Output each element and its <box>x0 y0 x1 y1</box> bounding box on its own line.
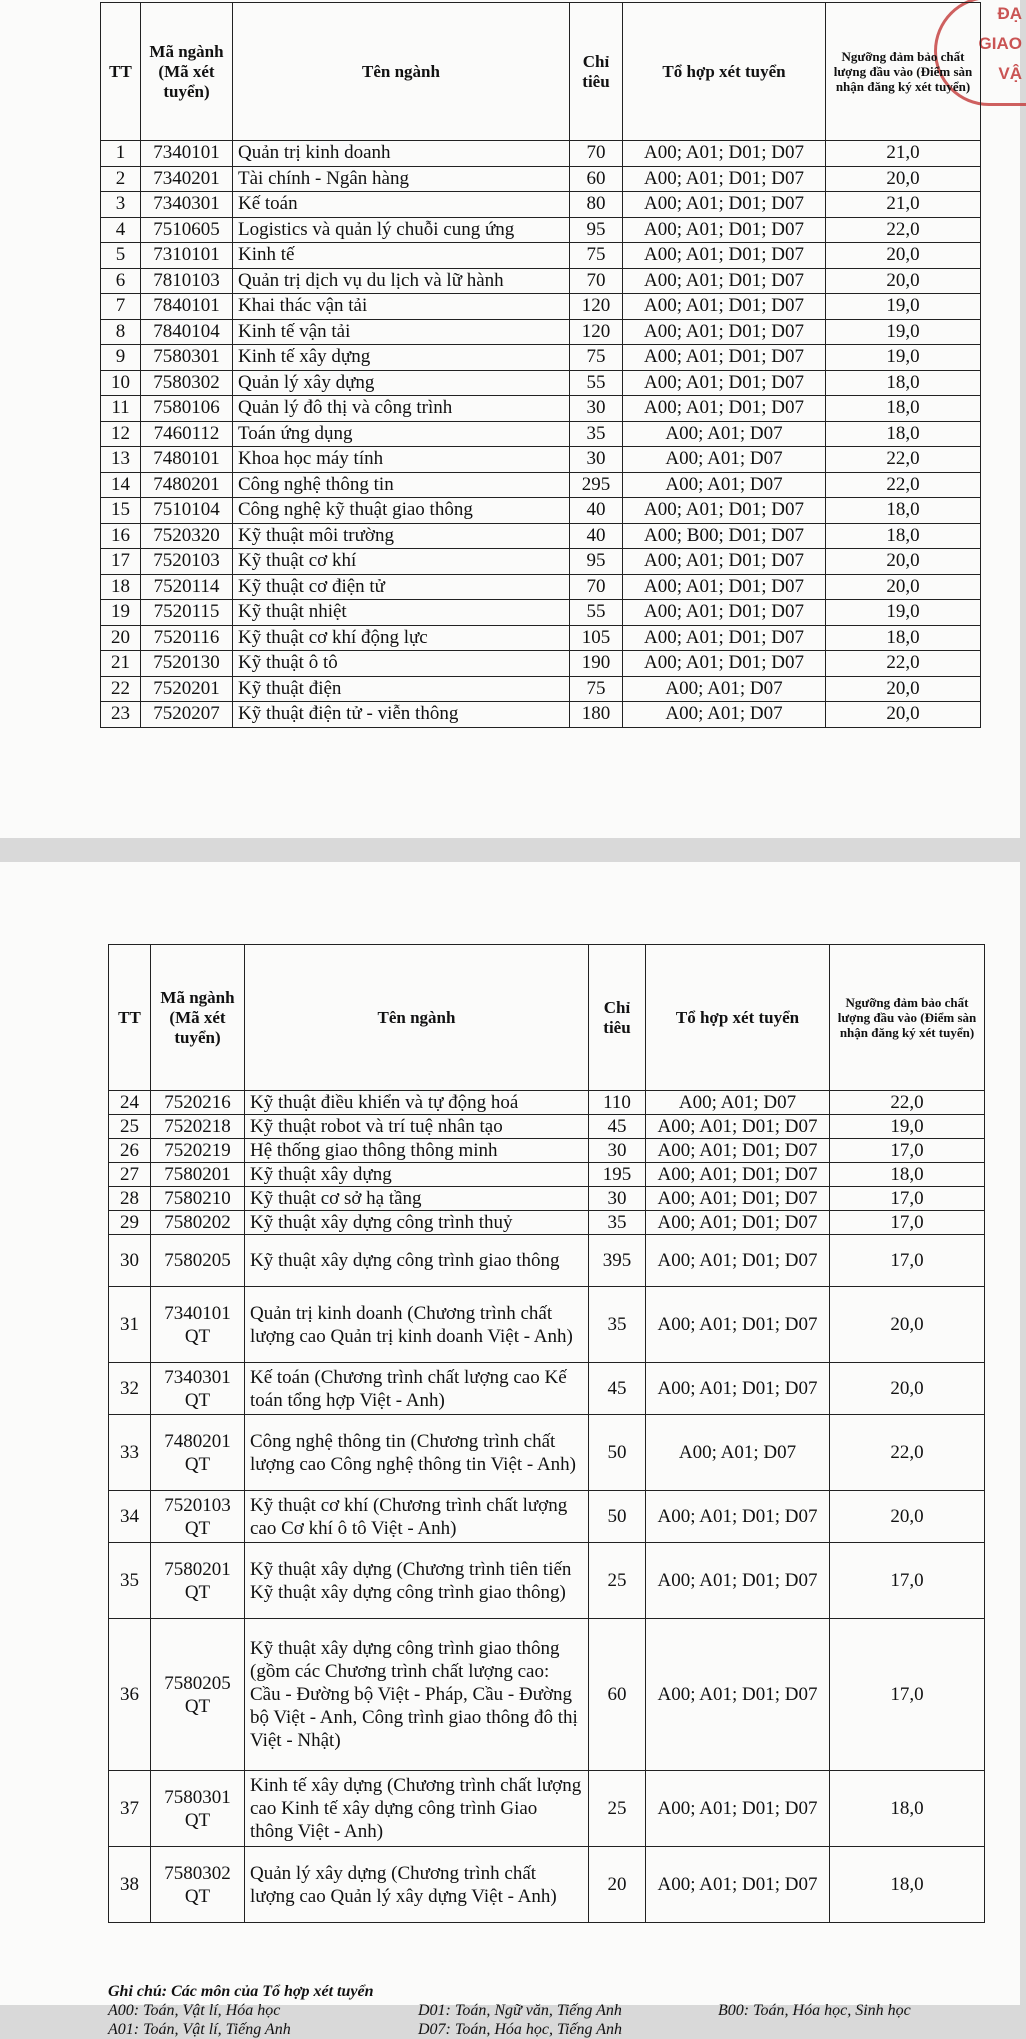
header-combo: Tổ hợp xét tuyển <box>623 3 826 141</box>
quota-cell: 70 <box>570 268 623 294</box>
threshold-score-cell: 21,0 <box>826 141 981 167</box>
major-name-cell: Quản trị dịch vụ du lịch và lữ hành <box>233 268 570 294</box>
threshold-score-cell: 22,0 <box>826 217 981 243</box>
major-name-cell: Quản lý đô thị và công trình <box>233 396 570 422</box>
quota-cell: 30 <box>589 1139 646 1163</box>
row-number-cell: 1 <box>101 141 141 167</box>
threshold-score-cell: 18,0 <box>826 370 981 396</box>
table-row <box>109 1211 985 1235</box>
subject-combination-cell: A00; A01; D01; D07 <box>623 319 826 345</box>
threshold-score-cell: 22,0 <box>830 1415 985 1491</box>
table-row <box>109 1363 985 1415</box>
row-number-cell: 32 <box>109 1363 151 1415</box>
row-number-cell: 14 <box>101 472 141 498</box>
major-name-cell: Kỹ thuật ô tô <box>233 651 570 677</box>
subject-combination-cell: A00; A01; D07 <box>646 1091 830 1115</box>
subject-combination-cell: A00; A01; D01; D07 <box>623 625 826 651</box>
threshold-score-cell: 22,0 <box>826 447 981 473</box>
row-number-cell: 22 <box>101 676 141 702</box>
quota-cell: 80 <box>570 192 623 218</box>
major-code-cell: 7340101 <box>141 141 233 167</box>
quota-cell: 60 <box>570 166 623 192</box>
quota-cell: 30 <box>570 396 623 422</box>
quota-cell: 45 <box>589 1363 646 1415</box>
threshold-score-cell: 18,0 <box>826 498 981 524</box>
major-code-cell: 7340201 <box>141 166 233 192</box>
quota-cell: 55 <box>570 370 623 396</box>
table-row <box>101 523 981 549</box>
major-code-cell: 7580201 QT <box>151 1543 245 1619</box>
subject-combination-cell: A00; A01; D01; D07 <box>623 243 826 269</box>
subject-combination-cell: A00; A01; D01; D07 <box>623 166 826 192</box>
subject-combination-cell: A00; A01; D01; D07 <box>646 1211 830 1235</box>
row-number-cell: 24 <box>109 1091 151 1115</box>
threshold-score-cell: 18,0 <box>826 396 981 422</box>
header-code: Mã ngành (Mã xét tuyển) <box>141 3 233 141</box>
quota-cell: 50 <box>589 1415 646 1491</box>
quota-cell: 75 <box>570 243 623 269</box>
major-code-cell: 7580205 QT <box>151 1619 245 1771</box>
subject-combination-cell: A00; A01; D07 <box>623 447 826 473</box>
major-code-cell: 7510605 <box>141 217 233 243</box>
major-code-cell: 7520207 <box>141 702 233 728</box>
major-code-cell: 7520103 <box>141 549 233 575</box>
subject-combination-cell: A00; A01; D01; D07 <box>623 294 826 320</box>
row-number-cell: 8 <box>101 319 141 345</box>
stamp-text: VẬ <box>998 64 1022 83</box>
major-name-cell: Công nghệ thông tin (Chương trình chất lượng cao Công nghệ thông tin Việt - Anh) <box>245 1415 589 1491</box>
quota-cell: 20 <box>589 1847 646 1923</box>
threshold-score-cell: 18,0 <box>830 1771 985 1847</box>
major-code-cell: 7520103 QT <box>151 1491 245 1543</box>
major-code-cell: 7480101 <box>141 447 233 473</box>
major-code-cell: 7520216 <box>151 1091 245 1115</box>
major-code-cell: 7520201 <box>141 676 233 702</box>
quota-cell: 25 <box>589 1543 646 1619</box>
threshold-score-cell: 20,0 <box>826 166 981 192</box>
row-number-cell: 5 <box>101 243 141 269</box>
table-row <box>109 1491 985 1543</box>
row-number-cell: 16 <box>101 523 141 549</box>
major-name-cell: Kỹ thuật xây dựng công trình giao thông <box>245 1235 589 1287</box>
major-code-cell: 7340101 QT <box>151 1287 245 1363</box>
major-code-cell: 7580106 <box>141 396 233 422</box>
threshold-score-cell: 21,0 <box>826 192 981 218</box>
table-row <box>101 141 981 167</box>
major-code-cell: 7580302 QT <box>151 1847 245 1923</box>
header-code: Mã ngành (Mã xét tuyển) <box>151 945 245 1091</box>
table-row <box>109 1139 985 1163</box>
subject-combination-cell: A00; A01; D01; D07 <box>646 1115 830 1139</box>
major-code-cell: 7580205 <box>151 1235 245 1287</box>
threshold-score-cell: 20,0 <box>826 574 981 600</box>
notes-section <box>108 1982 1008 2039</box>
subject-combination-cell: A00; A01; D01; D07 <box>646 1163 830 1187</box>
subject-combination-cell: A00; A01; D07 <box>646 1415 830 1491</box>
row-number-cell: 23 <box>101 702 141 728</box>
table-row <box>109 1163 985 1187</box>
quota-cell: 195 <box>589 1163 646 1187</box>
table-row <box>109 1415 985 1491</box>
major-name-cell: Công nghệ kỹ thuật giao thông <box>233 498 570 524</box>
table-row <box>101 166 981 192</box>
major-code-cell: 7580302 <box>141 370 233 396</box>
major-name-cell: Kỹ thuật nhiệt <box>233 600 570 626</box>
stamp-text: ĐẠ <box>997 4 1022 23</box>
quota-cell: 30 <box>589 1187 646 1211</box>
quota-cell: 45 <box>589 1115 646 1139</box>
threshold-score-cell: 20,0 <box>830 1287 985 1363</box>
quota-cell: 95 <box>570 549 623 575</box>
subject-combination-cell: A00; A01; D01; D07 <box>646 1139 830 1163</box>
subject-combination-cell: A00; A01; D07 <box>623 472 826 498</box>
threshold-score-cell: 18,0 <box>830 1847 985 1923</box>
major-name-cell: Kinh tế vận tải <box>233 319 570 345</box>
quota-cell: 75 <box>570 345 623 371</box>
row-number-cell: 9 <box>101 345 141 371</box>
subject-combination-cell: A00; A01; D01; D07 <box>623 268 826 294</box>
major-code-cell: 7460112 <box>141 421 233 447</box>
row-number-cell: 7 <box>101 294 141 320</box>
major-name-cell: Kỹ thuật cơ điện tử <box>233 574 570 600</box>
header-quota: Chỉ tiêu <box>570 3 623 141</box>
threshold-score-cell: 17,0 <box>830 1543 985 1619</box>
subject-combination-cell: A00; A01; D07 <box>623 702 826 728</box>
table-row <box>101 243 981 269</box>
major-name-cell: Kỹ thuật xây dựng công trình thuỷ <box>245 1211 589 1235</box>
major-name-cell: Kinh tế xây dựng (Chương trình chất lượng cao Kinh tế xây dựng công trình Giao thông Việt - Anh) <box>245 1771 589 1847</box>
notes-title: Ghi chú: Các môn của Tổ hợp xét tuyển <box>108 1983 374 2000</box>
subject-combination-cell: A00; A01; D01; D07 <box>646 1287 830 1363</box>
table-row <box>109 1187 985 1211</box>
subject-combination-cell: A00; A01; D01; D07 <box>623 192 826 218</box>
major-code-cell: 7840104 <box>141 319 233 345</box>
subject-combination-cell: A00; A01; D01; D07 <box>623 370 826 396</box>
stamp-text: GIAO <box>978 34 1022 53</box>
threshold-score-cell: 20,0 <box>826 243 981 269</box>
table-row <box>101 625 981 651</box>
quota-cell: 35 <box>589 1287 646 1363</box>
major-code-cell: 7340301 QT <box>151 1363 245 1415</box>
subject-combination-cell: A00; A01; D01; D07 <box>623 141 826 167</box>
major-name-cell: Kỹ thuật xây dựng <box>245 1163 589 1187</box>
table-row <box>109 1543 985 1619</box>
table-row <box>101 574 981 600</box>
row-number-cell: 35 <box>109 1543 151 1619</box>
note-d01: D01: Toán, Ngữ văn, Tiếng Anh <box>418 2002 622 2019</box>
table-row <box>101 498 981 524</box>
row-number-cell: 21 <box>101 651 141 677</box>
table-row <box>109 1115 985 1139</box>
major-code-cell: 7310101 <box>141 243 233 269</box>
threshold-score-cell: 19,0 <box>826 294 981 320</box>
threshold-score-cell: 17,0 <box>830 1619 985 1771</box>
table-row <box>101 676 981 702</box>
row-number-cell: 2 <box>101 166 141 192</box>
major-code-cell: 7520130 <box>141 651 233 677</box>
table-row <box>101 421 981 447</box>
threshold-score-cell: 20,0 <box>830 1491 985 1543</box>
row-number-cell: 27 <box>109 1163 151 1187</box>
major-name-cell: Khai thác vận tải <box>233 294 570 320</box>
header-tt: TT <box>101 3 141 141</box>
major-code-cell: 7840101 <box>141 294 233 320</box>
quota-cell: 40 <box>570 523 623 549</box>
quota-cell: 60 <box>589 1619 646 1771</box>
threshold-score-cell: 19,0 <box>826 600 981 626</box>
quota-cell: 70 <box>570 574 623 600</box>
admission-table-1 <box>100 2 981 728</box>
table-row <box>109 1847 985 1923</box>
subject-combination-cell: A00; A01; D01; D07 <box>646 1235 830 1287</box>
major-name-cell: Kỹ thuật điều khiển và tự động hoá <box>245 1091 589 1115</box>
table-row <box>101 294 981 320</box>
table-row <box>101 217 981 243</box>
subject-combination-cell: A00; A01; D01; D07 <box>623 651 826 677</box>
note-d07: D07: Toán, Hóa học, Tiếng Anh <box>418 2021 623 2038</box>
subject-combination-cell: A00; A01; D01; D07 <box>623 217 826 243</box>
subject-combination-cell: A00; A01; D01; D07 <box>646 1543 830 1619</box>
threshold-score-cell: 17,0 <box>830 1235 985 1287</box>
row-number-cell: 3 <box>101 192 141 218</box>
header-name: Tên ngành <box>233 3 570 141</box>
major-name-cell: Quản trị kinh doanh (Chương trình chất lượng cao Quản trị kinh doanh Việt - Anh) <box>245 1287 589 1363</box>
document-page-2 <box>0 862 1020 2038</box>
document-page-1 <box>0 0 1020 838</box>
table-row <box>101 345 981 371</box>
threshold-score-cell: 22,0 <box>826 472 981 498</box>
quota-cell: 395 <box>589 1235 646 1287</box>
header-name: Tên ngành <box>245 945 589 1091</box>
quota-cell: 25 <box>589 1771 646 1847</box>
threshold-score-cell: 18,0 <box>830 1163 985 1187</box>
major-name-cell: Kỹ thuật cơ sở hạ tầng <box>245 1187 589 1211</box>
table-row <box>109 1091 985 1115</box>
table-row <box>109 1235 985 1287</box>
threshold-score-cell: 20,0 <box>826 549 981 575</box>
table-row <box>101 370 981 396</box>
major-code-cell: 7520218 <box>151 1115 245 1139</box>
subject-combination-cell: A00; A01; D01; D07 <box>646 1847 830 1923</box>
row-number-cell: 4 <box>101 217 141 243</box>
row-number-cell: 30 <box>109 1235 151 1287</box>
row-number-cell: 11 <box>101 396 141 422</box>
threshold-score-cell: 20,0 <box>830 1363 985 1415</box>
major-name-cell: Kỹ thuật môi trường <box>233 523 570 549</box>
threshold-score-cell: 17,0 <box>830 1187 985 1211</box>
threshold-score-cell: 18,0 <box>826 421 981 447</box>
major-name-cell: Tài chính - Ngân hàng <box>233 166 570 192</box>
subject-combination-cell: A00; A01; D01; D07 <box>646 1619 830 1771</box>
major-code-cell: 7580210 <box>151 1187 245 1211</box>
threshold-score-cell: 22,0 <box>830 1091 985 1115</box>
row-number-cell: 15 <box>101 498 141 524</box>
major-code-cell: 7510104 <box>141 498 233 524</box>
major-name-cell: Hệ thống giao thông thông minh <box>245 1139 589 1163</box>
subject-combination-cell: A00; A01; D01; D07 <box>646 1187 830 1211</box>
major-name-cell: Quản lý xây dựng (Chương trình chất lượng cao Quản lý xây dựng Việt - Anh) <box>245 1847 589 1923</box>
threshold-score-cell: 17,0 <box>830 1139 985 1163</box>
major-name-cell: Kỹ thuật xây dựng công trình giao thông (gồm các Chương trình chất lượng cao: Cầu - Đường bộ Việt - Pháp, Cầu - Đường bộ Việt - Anh, Công trình giao thông đô thị Việt - Nhật) <box>245 1619 589 1771</box>
row-number-cell: 29 <box>109 1211 151 1235</box>
major-code-cell: 7520116 <box>141 625 233 651</box>
quota-cell: 110 <box>589 1091 646 1115</box>
table-row <box>101 319 981 345</box>
major-name-cell: Kinh tế xây dựng <box>233 345 570 371</box>
row-number-cell: 20 <box>101 625 141 651</box>
major-name-cell: Kỹ thuật điện <box>233 676 570 702</box>
threshold-score-cell: 17,0 <box>830 1211 985 1235</box>
subject-combination-cell: A00; A01; D07 <box>623 421 826 447</box>
subject-combination-cell: A00; A01; D01; D07 <box>623 600 826 626</box>
major-code-cell: 7340301 <box>141 192 233 218</box>
major-code-cell: 7580202 <box>151 1211 245 1235</box>
row-number-cell: 26 <box>109 1139 151 1163</box>
threshold-score-cell: 20,0 <box>826 268 981 294</box>
quota-cell: 75 <box>570 676 623 702</box>
subject-combination-cell: A00; A01; D07 <box>623 676 826 702</box>
major-name-cell: Kế toán <box>233 192 570 218</box>
major-code-cell: 7520115 <box>141 600 233 626</box>
table-row <box>101 549 981 575</box>
quota-cell: 35 <box>589 1211 646 1235</box>
major-name-cell: Kỹ thuật cơ khí động lực <box>233 625 570 651</box>
table-row <box>109 1771 985 1847</box>
major-name-cell: Công nghệ thông tin <box>233 472 570 498</box>
subject-combination-cell: A00; A01; D01; D07 <box>646 1491 830 1543</box>
subject-combination-cell: A00; B00; D01; D07 <box>623 523 826 549</box>
row-number-cell: 38 <box>109 1847 151 1923</box>
subject-combination-cell: A00; A01; D01; D07 <box>646 1363 830 1415</box>
subject-combination-cell: A00; A01; D01; D07 <box>623 498 826 524</box>
threshold-score-cell: 20,0 <box>826 676 981 702</box>
row-number-cell: 31 <box>109 1287 151 1363</box>
threshold-score-cell: 20,0 <box>826 702 981 728</box>
major-name-cell: Kỹ thuật robot và trí tuệ nhân tạo <box>245 1115 589 1139</box>
major-name-cell: Quản lý xây dựng <box>233 370 570 396</box>
major-code-cell: 7580201 <box>151 1163 245 1187</box>
row-number-cell: 37 <box>109 1771 151 1847</box>
subject-combination-cell: A00; A01; D01; D07 <box>623 574 826 600</box>
major-name-cell: Kỹ thuật điện tử - viễn thông <box>233 702 570 728</box>
row-number-cell: 25 <box>109 1115 151 1139</box>
quota-cell: 105 <box>570 625 623 651</box>
subject-combination-cell: A00; A01; D01; D07 <box>646 1771 830 1847</box>
header-tt: TT <box>109 945 151 1091</box>
quota-cell: 180 <box>570 702 623 728</box>
row-number-cell: 34 <box>109 1491 151 1543</box>
table-row <box>101 651 981 677</box>
row-number-cell: 18 <box>101 574 141 600</box>
subject-combination-cell: A00; A01; D01; D07 <box>623 549 826 575</box>
table-row <box>101 447 981 473</box>
threshold-score-cell: 18,0 <box>826 625 981 651</box>
major-code-cell: 7520320 <box>141 523 233 549</box>
table-row <box>101 472 981 498</box>
major-name-cell: Logistics và quản lý chuỗi cung ứng <box>233 217 570 243</box>
major-name-cell: Toán ứng dụng <box>233 421 570 447</box>
subject-combination-cell: A00; A01; D01; D07 <box>623 396 826 422</box>
subject-combination-cell: A00; A01; D01; D07 <box>623 345 826 371</box>
threshold-score-cell: 19,0 <box>826 319 981 345</box>
quota-cell: 50 <box>589 1491 646 1543</box>
header-combo: Tổ hợp xét tuyển <box>646 945 830 1091</box>
threshold-score-cell: 18,0 <box>826 523 981 549</box>
note-b00: B00: Toán, Hóa học, Sinh học <box>718 2002 911 2019</box>
quota-cell: 95 <box>570 217 623 243</box>
row-number-cell: 6 <box>101 268 141 294</box>
major-code-cell: 7520114 <box>141 574 233 600</box>
threshold-score-cell: 19,0 <box>830 1115 985 1139</box>
header-threshold: Ngưỡng đảm bảo chất lượng đầu vào (Điểm sàn nhận đăng ký xét tuyển) <box>830 945 985 1091</box>
quota-cell: 35 <box>570 421 623 447</box>
table-row <box>101 600 981 626</box>
row-number-cell: 33 <box>109 1415 151 1491</box>
note-a00: A00: Toán, Vật lí, Hóa học <box>108 2002 281 2019</box>
major-name-cell: Kỹ thuật cơ khí <box>233 549 570 575</box>
table-row <box>101 192 981 218</box>
major-code-cell: 7810103 <box>141 268 233 294</box>
major-name-cell: Kế toán (Chương trình chất lượng cao Kế toán tổng hợp Việt - Anh) <box>245 1363 589 1415</box>
table-row <box>101 396 981 422</box>
admission-table-2 <box>108 944 985 1923</box>
major-name-cell: Kỹ thuật xây dựng (Chương trình tiên tiến Kỹ thuật xây dựng công trình giao thông) <box>245 1543 589 1619</box>
table-row <box>101 268 981 294</box>
table-row <box>109 1287 985 1363</box>
quota-cell: 55 <box>570 600 623 626</box>
row-number-cell: 28 <box>109 1187 151 1211</box>
quota-cell: 120 <box>570 294 623 320</box>
row-number-cell: 36 <box>109 1619 151 1771</box>
header-threshold: Ngưỡng đảm bảo chất lượng đầu vào (Điểm sàn nhận đăng ký xét tuyển) <box>826 3 981 141</box>
row-number-cell: 12 <box>101 421 141 447</box>
major-code-cell: 7580301 QT <box>151 1771 245 1847</box>
threshold-score-cell: 22,0 <box>826 651 981 677</box>
quota-cell: 190 <box>570 651 623 677</box>
major-name-cell: Kinh tế <box>233 243 570 269</box>
major-code-cell: 7580301 <box>141 345 233 371</box>
row-number-cell: 13 <box>101 447 141 473</box>
quota-cell: 295 <box>570 472 623 498</box>
major-name-cell: Quản trị kinh doanh <box>233 141 570 167</box>
major-code-cell: 7480201 QT <box>151 1415 245 1491</box>
row-number-cell: 10 <box>101 370 141 396</box>
note-a01: A01: Toán, Vật lí, Tiếng Anh <box>108 2021 291 2038</box>
quota-cell: 30 <box>570 447 623 473</box>
major-code-cell: 7520219 <box>151 1139 245 1163</box>
threshold-score-cell: 19,0 <box>826 345 981 371</box>
table-row <box>109 1619 985 1771</box>
major-code-cell: 7480201 <box>141 472 233 498</box>
major-name-cell: Khoa học máy tính <box>233 447 570 473</box>
quota-cell: 120 <box>570 319 623 345</box>
table-row <box>101 702 981 728</box>
header-quota: Chỉ tiêu <box>589 945 646 1091</box>
quota-cell: 40 <box>570 498 623 524</box>
row-number-cell: 17 <box>101 549 141 575</box>
major-name-cell: Kỹ thuật cơ khí (Chương trình chất lượng cao Cơ khí ô tô Việt - Anh) <box>245 1491 589 1543</box>
row-number-cell: 19 <box>101 600 141 626</box>
quota-cell: 70 <box>570 141 623 167</box>
